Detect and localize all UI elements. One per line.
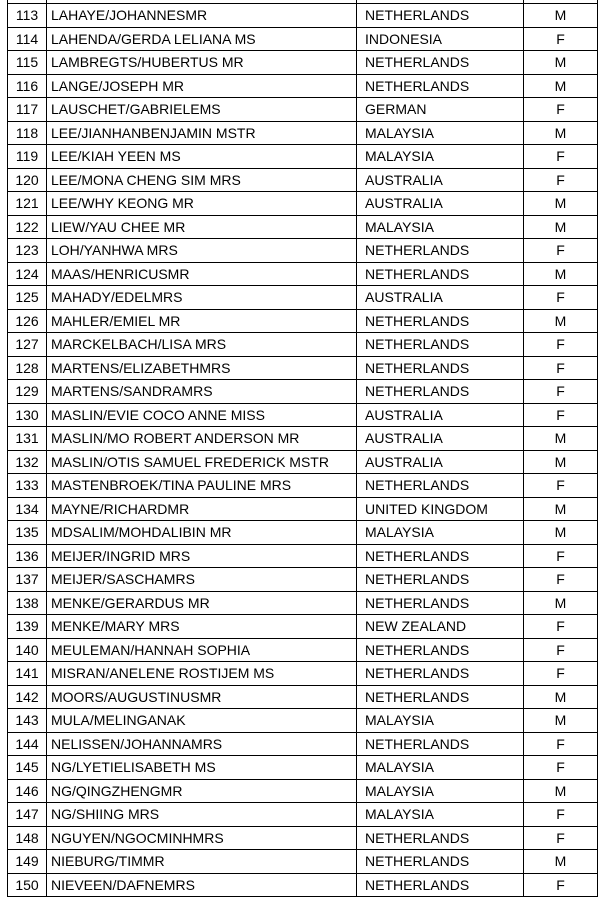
sex-cell: F [524,662,598,686]
nationality-cell: MALAYSIA [357,709,524,733]
nationality-cell: NETHERLANDS [357,333,524,357]
table-row [8,262,598,286]
table-row [8,356,598,380]
sex-cell: F [524,239,598,263]
nationality-cell: NETHERLANDS [357,662,524,686]
row-number-cell: 122 [8,215,47,239]
sex-cell: M [524,521,598,545]
passenger-name-cell: LEE/WHY KEONG MR [47,192,357,216]
nationality-cell: MALAYSIA [357,121,524,145]
passenger-name-cell: LANGE/JOSEPH MR [47,74,357,98]
passenger-name-cell: MEULEMAN/HANNAH SOPHIA [47,638,357,662]
sex-cell: F [524,380,598,404]
row-number-cell: 140 [8,638,47,662]
passenger-name-cell: MARCKELBACH/LISA MRS [47,333,357,357]
nationality-cell: NEW ZEALAND [357,615,524,639]
row-number-cell: 115 [8,51,47,75]
nationality-cell: NETHERLANDS [357,638,524,662]
passenger-name-cell: NG/SHIING MRS [47,803,357,827]
nationality-cell: NETHERLANDS [357,74,524,98]
table-row [8,497,598,521]
nationality-cell: NETHERLANDS [357,356,524,380]
row-number-cell: 130 [8,403,47,427]
sex-cell: F [524,615,598,639]
table-row [8,826,598,850]
passenger-name-cell: MISRAN/ANELENE ROSTIJEM MS [47,662,357,686]
table-row [8,215,598,239]
passenger-name-cell: LAUSCHET/GABRIELEMS [47,98,357,122]
row-number-cell: 126 [8,309,47,333]
sex-cell: M [524,685,598,709]
sex-cell: F [524,803,598,827]
passenger-name-cell: MOORS/AUGUSTINUSMR [47,685,357,709]
sex-cell: F [524,168,598,192]
nationality-cell: MALAYSIA [357,756,524,780]
passenger-table [7,0,598,897]
sex-cell: M [524,450,598,474]
nationality-cell: MALAYSIA [357,145,524,169]
passenger-name-cell: MARTENS/ELIZABETHMRS [47,356,357,380]
sex-cell: M [524,591,598,615]
passenger-name-cell: MAYNE/RICHARDMR [47,497,357,521]
passenger-table-body [8,0,598,897]
passenger-name-cell: LEE/JIANHANBENJAMIN MSTR [47,121,357,145]
passenger-name-cell: NIEBURG/TIMMR [47,850,357,874]
table-row [8,168,598,192]
sex-cell: F [524,333,598,357]
row-number-cell: 127 [8,333,47,357]
row-number-cell: 120 [8,168,47,192]
row-number-cell: 131 [8,427,47,451]
row-number-cell: 119 [8,145,47,169]
passenger-name-cell: MAAS/HENRICUSMR [47,262,357,286]
row-number-cell: 148 [8,826,47,850]
row-number-cell: 142 [8,685,47,709]
row-number-cell: 147 [8,803,47,827]
sex-cell: M [524,309,598,333]
table-row [8,427,598,451]
nationality-cell: NETHERLANDS [357,380,524,404]
row-number-cell: 129 [8,380,47,404]
table-row [8,850,598,874]
nationality-cell: NETHERLANDS [357,544,524,568]
table-row [8,27,598,51]
row-number-cell: 137 [8,568,47,592]
table-row [8,450,598,474]
table-row [8,544,598,568]
sex-cell: M [524,709,598,733]
passenger-name-cell: NG/LYETIELISABETH MS [47,756,357,780]
table-row [8,121,598,145]
sex-cell: F [524,826,598,850]
passenger-name-cell: LAHAYE/JOHANNESMR [47,4,357,28]
table-row [8,4,598,28]
table-row [8,192,598,216]
nationality-cell: NETHERLANDS [357,685,524,709]
table-row [8,615,598,639]
table-row [8,403,598,427]
nationality-cell: NETHERLANDS [357,4,524,28]
row-number-cell: 150 [8,873,47,897]
nationality-cell: NETHERLANDS [357,732,524,756]
table-row [8,145,598,169]
passenger-name-cell: LEE/KIAH YEEN MS [47,145,357,169]
row-number-cell: 113 [8,4,47,28]
sex-cell: F [524,356,598,380]
row-number-cell: 133 [8,474,47,498]
row-number-cell: 149 [8,850,47,874]
sex-cell: M [524,74,598,98]
nationality-cell: AUSTRALIA [357,403,524,427]
row-number-cell: 114 [8,27,47,51]
sex-cell: M [524,121,598,145]
sex-cell: M [524,850,598,874]
passenger-name-cell: MASTENBROEK/TINA PAULINE MRS [47,474,357,498]
nationality-cell: MALAYSIA [357,215,524,239]
sex-cell: M [524,192,598,216]
nationality-cell: NETHERLANDS [357,262,524,286]
table-row [8,309,598,333]
row-number-cell: 143 [8,709,47,733]
passenger-name-cell: NGUYEN/NGOCMINHMRS [47,826,357,850]
passenger-name-cell: LIEW/YAU CHEE MR [47,215,357,239]
nationality-cell: NETHERLANDS [357,51,524,75]
table-row [8,333,598,357]
passenger-name-cell: NIEVEEN/DAFNEMRS [47,873,357,897]
sex-cell: M [524,779,598,803]
nationality-cell: MALAYSIA [357,779,524,803]
row-number-cell: 144 [8,732,47,756]
passenger-name-cell: LAHENDA/GERDA LELIANA MS [47,27,357,51]
sex-cell: F [524,286,598,310]
row-number-cell: 135 [8,521,47,545]
nationality-cell: NETHERLANDS [357,850,524,874]
passenger-name-cell: LAMBREGTS/HUBERTUS MR [47,51,357,75]
nationality-cell: MALAYSIA [357,521,524,545]
row-number-cell: 139 [8,615,47,639]
nationality-cell: NETHERLANDS [357,309,524,333]
row-number-cell: 136 [8,544,47,568]
table-row [8,380,598,404]
sex-cell: M [524,51,598,75]
nationality-cell: AUSTRALIA [357,450,524,474]
passenger-name-cell: MAHLER/EMIEL MR [47,309,357,333]
sex-cell: F [524,474,598,498]
sex-cell: M [524,497,598,521]
passenger-name-cell: MAHADY/EDELMRS [47,286,357,310]
table-row [8,474,598,498]
table-row [8,732,598,756]
table-row [8,568,598,592]
passenger-name-cell: MASLIN/MO ROBERT ANDERSON MR [47,427,357,451]
nationality-cell: AUSTRALIA [357,192,524,216]
table-row [8,591,598,615]
row-number-cell: 141 [8,662,47,686]
nationality-cell: NETHERLANDS [357,873,524,897]
passenger-name-cell: MENKE/GERARDUS MR [47,591,357,615]
passenger-name-cell: MARTENS/SANDRAMRS [47,380,357,404]
table-row [8,685,598,709]
nationality-cell: GERMAN [357,98,524,122]
row-number-cell: 124 [8,262,47,286]
table-row [8,521,598,545]
nationality-cell: NETHERLANDS [357,591,524,615]
sex-cell: F [524,27,598,51]
table-row [8,662,598,686]
sex-cell: F [524,873,598,897]
table-row [8,286,598,310]
nationality-cell: AUSTRALIA [357,286,524,310]
nationality-cell: INDONESIA [357,27,524,51]
sex-cell: F [524,145,598,169]
table-row [8,779,598,803]
row-number-cell: 146 [8,779,47,803]
sex-cell: F [524,403,598,427]
row-number-cell: 121 [8,192,47,216]
passenger-name-cell: MDSALIM/MOHDALIBIN MR [47,521,357,545]
row-number-cell: 138 [8,591,47,615]
passenger-name-cell: MASLIN/OTIS SAMUEL FREDERICK MSTR [47,450,357,474]
sex-cell: F [524,732,598,756]
passenger-name-cell: MEIJER/SASCHAMRS [47,568,357,592]
passenger-name-cell: MENKE/MARY MRS [47,615,357,639]
nationality-cell: NETHERLANDS [357,474,524,498]
nationality-cell: MALAYSIA [357,803,524,827]
table-row [8,873,598,897]
passenger-name-cell: NG/QINGZHENGMR [47,779,357,803]
row-number-cell: 118 [8,121,47,145]
passenger-name-cell: NELISSEN/JOHANNAMRS [47,732,357,756]
passenger-name-cell: LOH/YANHWA MRS [47,239,357,263]
table-row [8,709,598,733]
row-number-cell: 116 [8,74,47,98]
row-number-cell: 123 [8,239,47,263]
passenger-name-cell: LEE/MONA CHENG SIM MRS [47,168,357,192]
nationality-cell: AUSTRALIA [357,427,524,451]
sex-cell: M [524,4,598,28]
table-row [8,638,598,662]
table-row [8,803,598,827]
row-number-cell: 128 [8,356,47,380]
sex-cell: F [524,544,598,568]
table-row [8,98,598,122]
nationality-cell: NETHERLANDS [357,826,524,850]
row-number-cell: 134 [8,497,47,521]
table-row [8,74,598,98]
passenger-name-cell: MEIJER/INGRID MRS [47,544,357,568]
row-number-cell: 132 [8,450,47,474]
table-row [8,239,598,263]
passenger-name-cell: MULA/MELINGANAK [47,709,357,733]
table-row [8,51,598,75]
row-number-cell: 125 [8,286,47,310]
nationality-cell: UNITED KINGDOM [357,497,524,521]
sex-cell: F [524,98,598,122]
sex-cell: F [524,638,598,662]
row-number-cell: 117 [8,98,47,122]
nationality-cell: AUSTRALIA [357,168,524,192]
sex-cell: M [524,427,598,451]
sex-cell: M [524,262,598,286]
nationality-cell: NETHERLANDS [357,239,524,263]
sex-cell: F [524,756,598,780]
nationality-cell: NETHERLANDS [357,568,524,592]
sex-cell: M [524,215,598,239]
table-row [8,756,598,780]
passenger-name-cell: MASLIN/EVIE COCO ANNE MISS [47,403,357,427]
row-number-cell: 145 [8,756,47,780]
sex-cell: F [524,568,598,592]
